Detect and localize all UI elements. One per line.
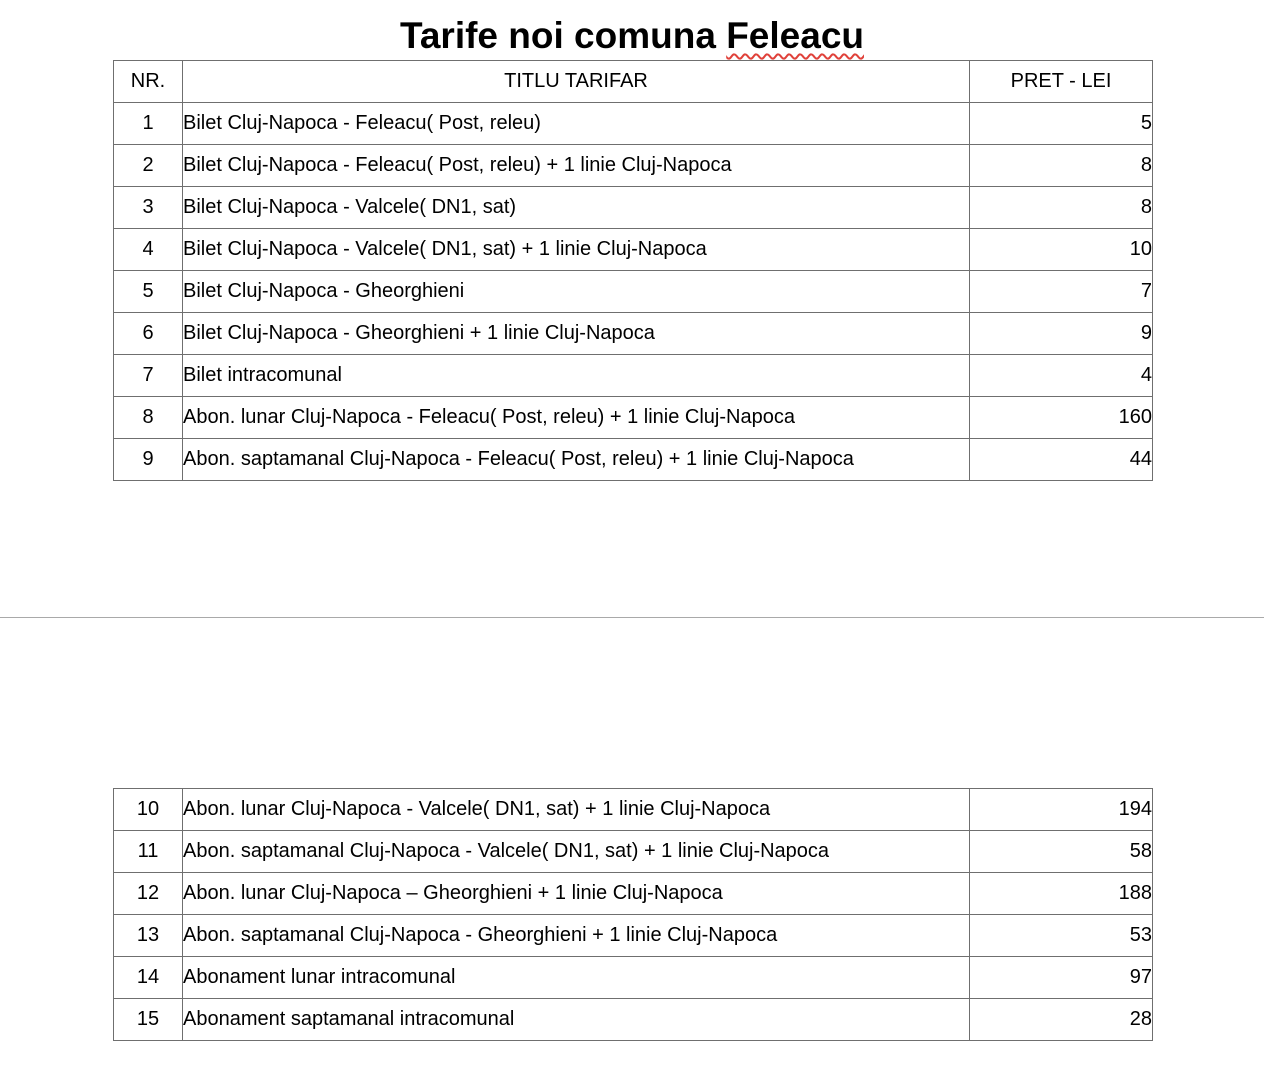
table-row [114,271,1153,313]
table-row [114,187,1153,229]
price-cell[interactable]: 160 [970,397,1153,439]
tariff-title-cell[interactable]: Bilet Cluj-Napoca - Feleacu( Post, releu) + 1 linie Cluj-Napoca [183,145,970,187]
row-number-cell[interactable]: 5 [114,271,183,313]
tariff-title-cell[interactable]: Bilet Cluj-Napoca - Valcele( DN1, sat) + 1 linie Cluj-Napoca [183,229,970,271]
table-row [114,103,1153,145]
row-number-cell[interactable]: 14 [114,957,183,999]
tariff-title-cell[interactable]: Abonament lunar intracomunal [183,957,970,999]
row-number-cell[interactable]: 9 [114,439,183,481]
row-number-cell[interactable]: 1 [114,103,183,145]
table-row [114,229,1153,271]
price-cell[interactable]: 194 [970,789,1153,831]
price-cell[interactable]: 7 [970,271,1153,313]
row-number-cell[interactable]: 13 [114,915,183,957]
tariff-title-cell[interactable]: Bilet intracomunal [183,355,970,397]
table-row [114,915,1153,957]
price-cell[interactable]: 44 [970,439,1153,481]
table-row [114,397,1153,439]
tariff-title-cell[interactable]: Abon. saptamanal Cluj-Napoca - Feleacu( Post, releu) + 1 linie Cluj-Napoca [183,439,970,481]
table-row [114,831,1153,873]
price-cell[interactable]: 188 [970,873,1153,915]
table-row [114,355,1153,397]
tariff-title-cell[interactable]: Abon. saptamanal Cluj-Napoca - Valcele( DN1, sat) + 1 linie Cluj-Napoca [183,831,970,873]
tariff-title-cell[interactable]: Abon. saptamanal Cluj-Napoca - Gheorghieni + 1 linie Cluj-Napoca [183,915,970,957]
row-number-cell[interactable]: 4 [114,229,183,271]
price-cell[interactable]: 28 [970,999,1153,1041]
row-number-cell[interactable]: 12 [114,873,183,915]
row-number-cell[interactable]: 3 [114,187,183,229]
table-row [114,999,1153,1041]
header-title[interactable]: TITLU TARIFAR [183,61,970,103]
table-row [114,789,1153,831]
tariff-title-cell[interactable]: Abonament saptamanal intracomunal [183,999,970,1041]
tariff-title-cell[interactable]: Bilet Cluj-Napoca - Valcele( DN1, sat) [183,187,970,229]
row-number-cell[interactable]: 15 [114,999,183,1041]
row-number-cell[interactable]: 6 [114,313,183,355]
row-number-cell[interactable]: 11 [114,831,183,873]
tariff-title-cell[interactable]: Abon. lunar Cluj-Napoca - Valcele( DN1, sat) + 1 linie Cluj-Napoca [183,789,970,831]
price-cell[interactable]: 9 [970,313,1153,355]
price-cell[interactable]: 53 [970,915,1153,957]
title-prefix: Tarife noi comuna [400,15,727,56]
price-cell[interactable]: 97 [970,957,1153,999]
tariff-title-cell[interactable]: Abon. lunar Cluj-Napoca – Gheorghieni + 1 linie Cluj-Napoca [183,873,970,915]
table-row [114,873,1153,915]
table-header-row [114,61,1153,103]
row-number-cell[interactable]: 2 [114,145,183,187]
tariff-title-cell[interactable]: Bilet Cluj-Napoca - Gheorghieni [183,271,970,313]
price-cell[interactable]: 8 [970,187,1153,229]
tariff-title-cell[interactable]: Bilet Cluj-Napoca - Feleacu( Post, releu) [183,103,970,145]
table-row [114,957,1153,999]
table-row [114,145,1153,187]
table-row [114,439,1153,481]
page-break-divider [0,617,1264,618]
table-row [114,313,1153,355]
tariff-table-page-2 [113,788,1153,1041]
price-cell[interactable]: 8 [970,145,1153,187]
row-number-cell[interactable]: 10 [114,789,183,831]
tariff-title-cell[interactable]: Bilet Cluj-Napoca - Gheorghieni + 1 linie Cluj-Napoca [183,313,970,355]
document-title [0,14,1264,58]
price-cell[interactable]: 5 [970,103,1153,145]
price-cell[interactable]: 58 [970,831,1153,873]
tariff-title-cell[interactable]: Abon. lunar Cluj-Napoca - Feleacu( Post, releu) + 1 linie Cluj-Napoca [183,397,970,439]
price-cell[interactable]: 4 [970,355,1153,397]
price-cell[interactable]: 10 [970,229,1153,271]
title-word-spellcheck[interactable]: Feleacu [726,15,864,56]
row-number-cell[interactable]: 7 [114,355,183,397]
row-number-cell[interactable]: 8 [114,397,183,439]
header-nr[interactable]: NR. [114,61,183,103]
header-price[interactable]: PRET - LEI [970,61,1153,103]
tariff-table-page-1 [113,60,1153,481]
